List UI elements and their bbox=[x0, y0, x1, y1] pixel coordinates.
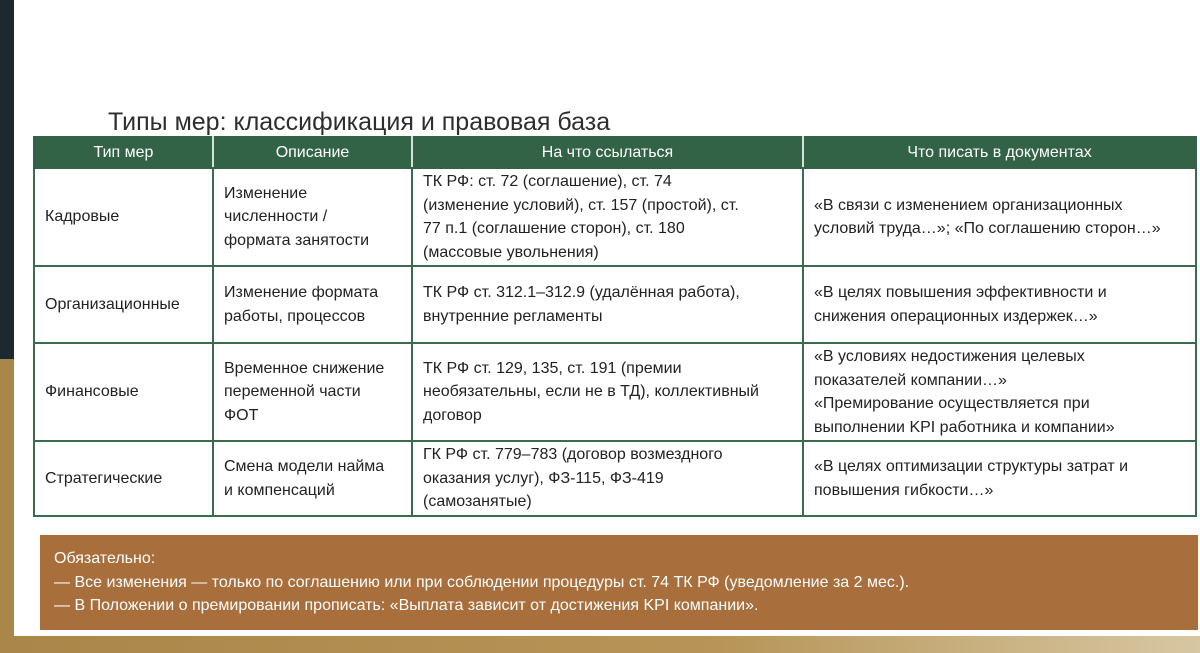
slide-title: Типы мер: классификация и правовая база bbox=[108, 108, 611, 136]
measures-table bbox=[33, 136, 1197, 517]
cell-line: условий труда…»; «По соглашению сторон…» bbox=[814, 220, 1161, 237]
cell-line: 77 п.1 (соглашение сторон), ст. 180 bbox=[423, 220, 685, 237]
cell-line: необязательны, если не в ТД), коллективный bbox=[423, 383, 759, 401]
cell-wording bbox=[803, 168, 1196, 266]
cell-type bbox=[34, 343, 213, 441]
header-wording: Что писать в документах bbox=[803, 137, 1196, 168]
cell-line: переменной части bbox=[224, 383, 361, 401]
cell-line: повышения гибкости…» bbox=[814, 481, 994, 499]
cell-line: ТК РФ ст. 129, 135, ст. 191 (премии bbox=[423, 359, 682, 377]
cell-reference bbox=[412, 266, 803, 343]
cell-line: внутренние регламенты bbox=[423, 307, 603, 325]
cell-line: ФОТ bbox=[224, 406, 259, 424]
cell-type-text: Финансовые bbox=[45, 383, 139, 401]
note-heading: Обязательно: bbox=[54, 550, 156, 567]
table-row bbox=[34, 441, 1196, 516]
table-row bbox=[34, 343, 1196, 441]
cell-line: (массовые увольнения) bbox=[423, 243, 599, 261]
cell-line: показателей компании…» bbox=[814, 371, 1007, 389]
table-row bbox=[34, 266, 1196, 343]
cell-line: «Премирование осуществляется при bbox=[814, 395, 1090, 412]
cell-type bbox=[34, 441, 213, 516]
cell-reference bbox=[412, 441, 803, 516]
cell-type bbox=[34, 168, 213, 266]
cell-line: численности / bbox=[224, 208, 328, 226]
cell-description bbox=[213, 168, 412, 266]
cell-wording bbox=[803, 266, 1196, 343]
header-reference: На что ссылаться bbox=[412, 137, 803, 168]
cell-line: «В целях повышения эффективности и bbox=[814, 284, 1107, 301]
cell-description bbox=[213, 343, 412, 441]
bottom-decor-band bbox=[0, 633, 1200, 653]
header-type: Тип мер bbox=[34, 137, 213, 168]
cell-line: формата занятости bbox=[224, 231, 370, 249]
cell-line: «В целях оптимизации структуры затрат и bbox=[814, 458, 1129, 475]
cell-line: Изменение bbox=[224, 184, 308, 202]
cell-wording bbox=[803, 441, 1196, 516]
note-line: — Все изменения — только по соглашению или при соблюдении процедуры ст. 74 ТК РФ (уведомление за 2 мес.). bbox=[54, 573, 910, 591]
cell-line: «В связи с изменением организационных bbox=[814, 196, 1123, 214]
cell-line: выполнении KPI работника и компании» bbox=[814, 418, 1115, 436]
table-row bbox=[34, 168, 1196, 266]
cell-description bbox=[213, 266, 412, 343]
table-header-row bbox=[34, 137, 1196, 168]
left-decor-band bbox=[0, 0, 14, 653]
cell-description bbox=[213, 441, 412, 516]
cell-line: ТК РФ ст. 312.1–312.9 (удалённая работа), bbox=[423, 284, 740, 301]
cell-line: «В условиях недостижения целевых bbox=[814, 348, 1085, 365]
cell-line: Изменение формата bbox=[224, 284, 379, 301]
cell-line: Смена модели найма bbox=[224, 458, 385, 475]
cell-line: договор bbox=[423, 406, 482, 424]
header-description: Описание bbox=[213, 137, 412, 168]
cell-type bbox=[34, 266, 213, 343]
cell-line: ТК РФ: ст. 72 (соглашение), ст. 74 bbox=[423, 173, 672, 190]
cell-type-text: Организационные bbox=[45, 295, 180, 313]
cell-reference bbox=[412, 168, 803, 266]
cell-line: (самозанятые) bbox=[423, 493, 532, 511]
cell-line: Временное снижение bbox=[224, 359, 385, 377]
cell-line: (изменение условий), ст. 157 (простой), ст. bbox=[423, 196, 739, 214]
cell-wording bbox=[803, 343, 1196, 441]
note-line: — В Положении о премировании прописать: «Выплата зависит от достижения KPI компании». bbox=[54, 597, 759, 614]
cell-line: работы, процессов bbox=[224, 307, 366, 325]
cell-type-text: Стратегические bbox=[45, 469, 163, 487]
cell-line: оказания услуг), ФЗ-115, ФЗ-419 bbox=[423, 469, 664, 487]
cell-type-text: Кадровые bbox=[45, 208, 120, 226]
mandatory-note bbox=[40, 535, 1198, 630]
cell-reference bbox=[412, 343, 803, 441]
cell-line: снижения операционных издержек…» bbox=[814, 307, 1098, 325]
cell-line: и компенсаций bbox=[224, 481, 335, 499]
cell-line: ГК РФ ст. 779–783 (договор возмездного bbox=[423, 446, 723, 464]
